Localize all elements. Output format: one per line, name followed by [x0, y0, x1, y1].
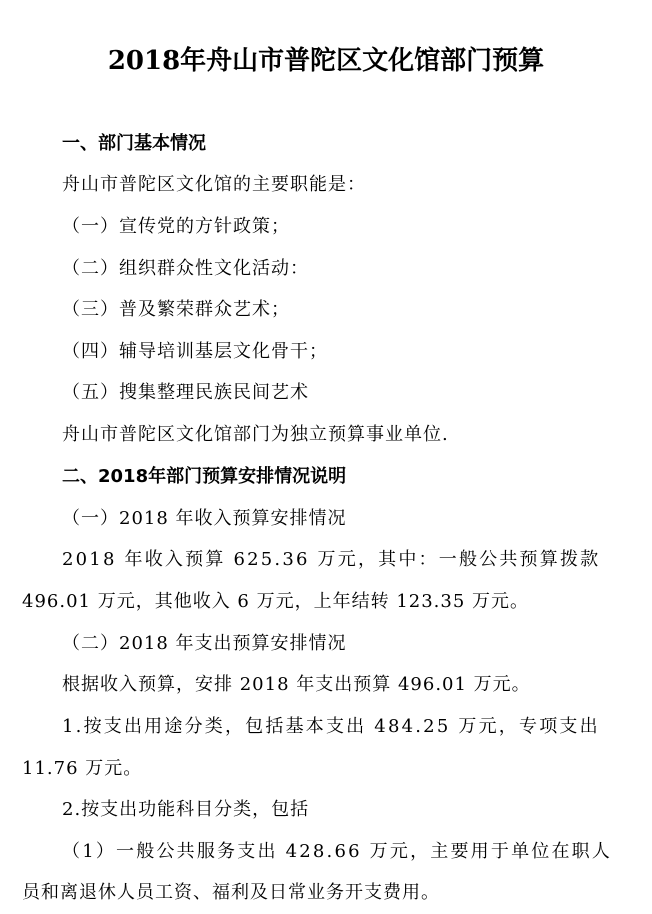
paragraph-line: 员和离退休人员工资、福利及日常业务开支费用。 [22, 882, 440, 903]
paragraph-line: 根据收入预算，安排 2018 年支出预算 496.01 万元。 [62, 674, 531, 695]
paragraph-line: 2.按支出功能科目分类，包括 [62, 799, 310, 820]
section-heading-2: 二、2018年部门预算安排情况说明 [62, 466, 347, 487]
paragraph-line: （1）一般公共服务支出 428.66 万元，主要用于单位在职人 [62, 841, 613, 862]
subsection-heading: （一）2018 年收入预算安排情况 [62, 508, 347, 529]
subsection-heading: （二）2018 年支出预算安排情况 [62, 633, 347, 654]
paragraph-line: 舟山市普陀区文化馆的主要职能是： [62, 174, 366, 195]
list-item: （四）辅导培训基层文化骨干； [62, 341, 328, 362]
paragraph-line: 496.01 万元，其他收入 6 万元，上年结转 123.35 万元。 [22, 591, 530, 612]
list-item: （五）搜集整理民族民间艺术 [62, 382, 309, 403]
list-item: （二）组织群众性文化活动： [62, 258, 309, 279]
paragraph-line: 11.76 万元。 [22, 758, 143, 779]
paragraph-line: 1.按支出用途分类，包括基本支出 484.25 万元，专项支出 [62, 716, 600, 737]
document-title: 2018年舟山市普陀区文化馆部门预算 [107, 46, 545, 76]
list-item: （一）宣传党的方针政策； [62, 216, 290, 237]
paragraph-line: 2018 年收入预算 625.36 万元，其中：一般公共预算拨款 [62, 549, 601, 570]
list-item: （三）普及繁荣群众艺术； [62, 299, 290, 320]
section-heading-1: 一、部门基本情况 [62, 133, 206, 154]
paragraph-line: 舟山市普陀区文化馆部门为独立预算事业单位. [62, 424, 449, 445]
